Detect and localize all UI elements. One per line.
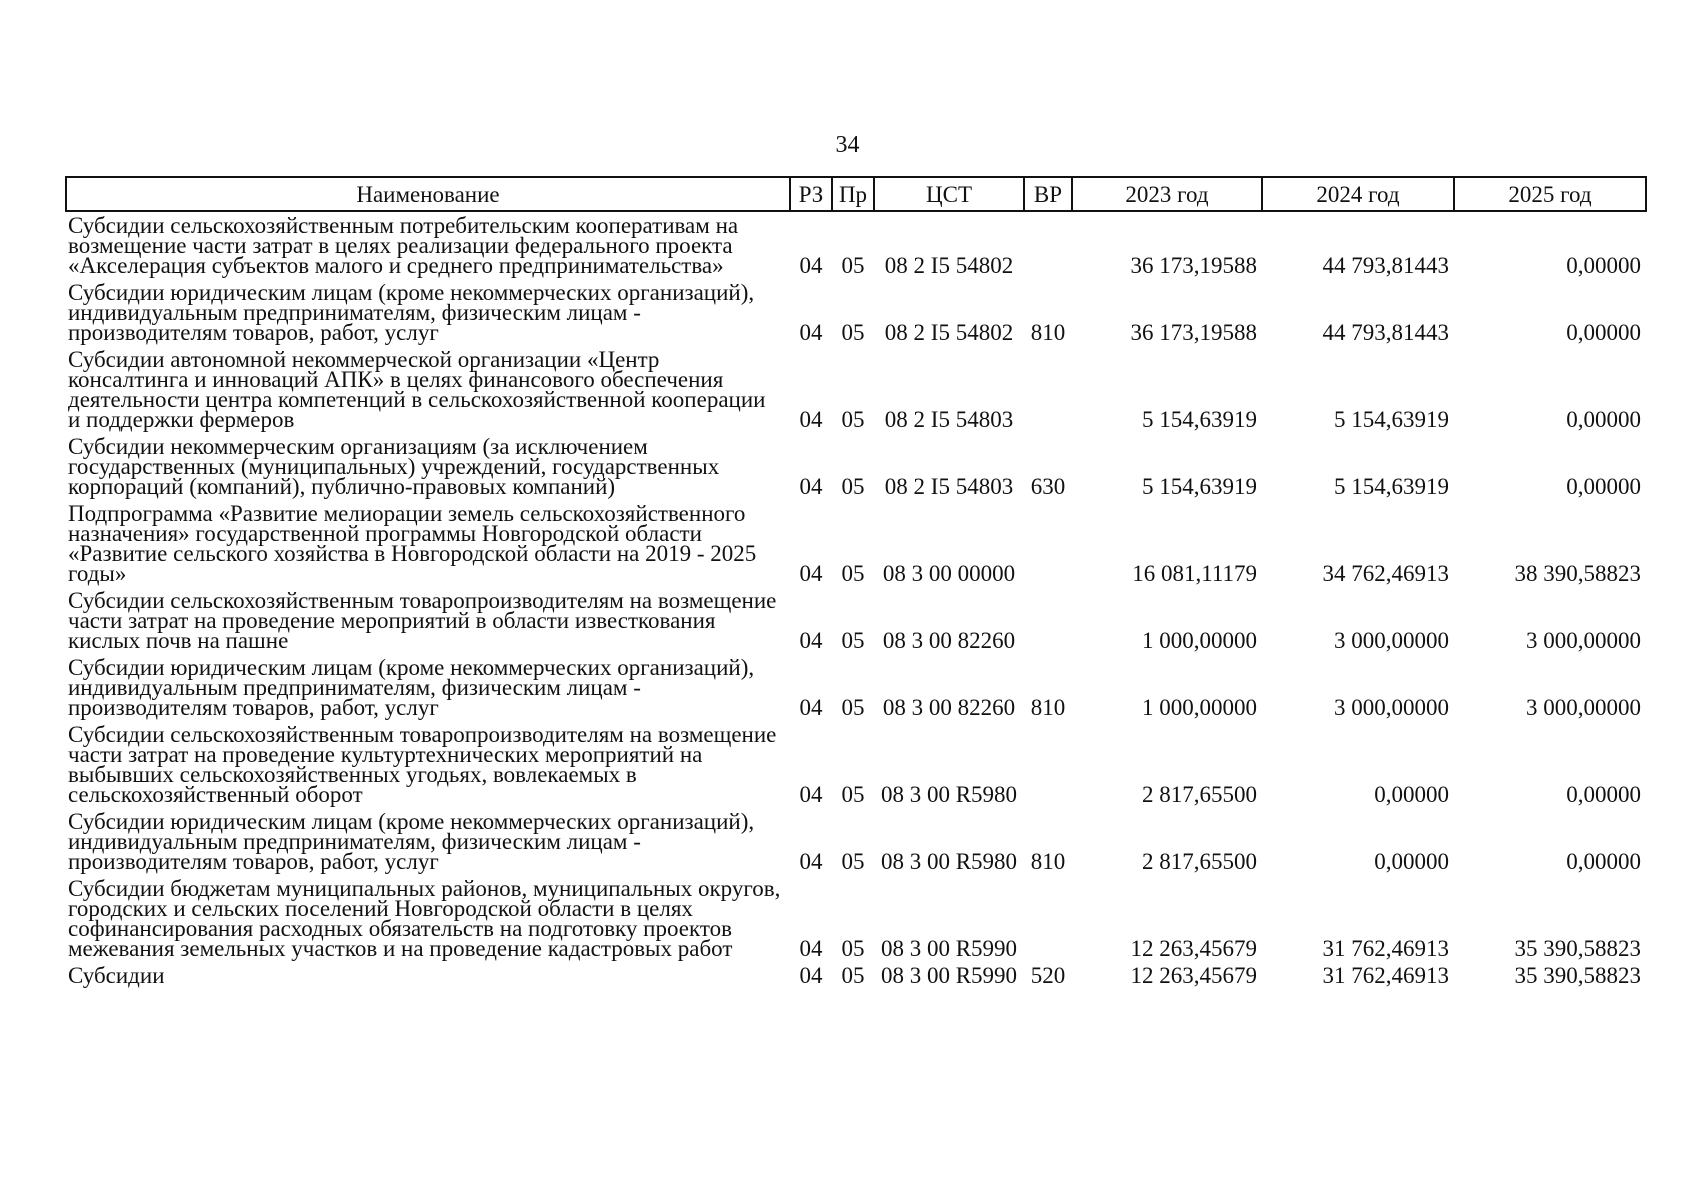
row-rz: 04: [799, 782, 823, 807]
row-2023: 2 817,65500: [1142, 849, 1257, 874]
row-2025: 0,00000: [1566, 253, 1641, 278]
table-row: [66, 654, 1646, 721]
row-2024: 0,00000: [1374, 782, 1449, 807]
row-vr: 520: [1030, 963, 1066, 988]
row-cst: 08 3 00 82260: [882, 628, 1016, 653]
row-name: Субсидии сельскохозяйственным товаропроизводителям на возмещение части затрат на проведение мероприятий в области известкования кислых почв на пашне: [68, 588, 777, 653]
row-2025: 0,00000: [1566, 782, 1641, 807]
row-2023: 36 173,19588: [1130, 320, 1257, 345]
table-row: [66, 433, 1646, 500]
row-2023: 1 000,00000: [1142, 695, 1257, 720]
budget-table: [65, 176, 1647, 989]
row-2023: 1 000,00000: [1142, 628, 1257, 653]
row-cst: 08 2 I5 54802: [884, 320, 1014, 345]
row-pr: 05: [841, 561, 865, 586]
row-cst: 08 2 I5 54802: [884, 253, 1014, 278]
row-vr: [1024, 875, 1072, 962]
row-rz: 04: [799, 849, 823, 874]
row-cst: 08 3 00 00000: [882, 561, 1016, 586]
table-row: [66, 279, 1646, 346]
row-vr: 810: [1030, 849, 1066, 874]
row-vr: [1024, 346, 1072, 433]
row-2024: 3 000,00000: [1334, 695, 1449, 720]
row-name: Субсидии сельскохозяйственным потребительским кооперативам на возмещение части затрат в целях реализации федерального проекта «Акселерация субъектов малого и среднего предпринимательства»: [68, 213, 739, 278]
row-2024: 0,00000: [1374, 849, 1449, 874]
row-cst: 08 3 00 R5980: [880, 849, 1018, 874]
header-pr: Пр: [832, 177, 874, 211]
row-2025: 0,00000: [1566, 407, 1641, 432]
row-rz: 04: [799, 320, 823, 345]
row-vr: [1024, 721, 1072, 808]
row-cst: 08 2 I5 54803: [884, 474, 1014, 499]
row-2023: 12 263,45679: [1130, 936, 1257, 961]
row-2023: 16 081,11179: [1132, 561, 1257, 586]
row-name: Субсидии юридическим лицам (кроме некоммерческих организаций), индивидуальным предпринимателям, физическим лицам - производителям товаров, работ, услуг: [68, 655, 755, 720]
row-2025: 3 000,00000: [1526, 628, 1641, 653]
row-cst: 08 3 00 R5990: [880, 936, 1018, 961]
row-name: Субсидии бюджетам муниципальных районов, муниципальных округов, городских и сельских поселений Новгородской области в целях софинансирования расходных обязательств на подготовку проектов межевания земельных участков и на проведение кадастровых работ: [68, 876, 781, 961]
row-rz: 04: [799, 936, 823, 961]
row-2024: 44 793,81443: [1322, 320, 1449, 345]
header-2023: 2023 год: [1072, 177, 1262, 211]
header-2025: 2025 год: [1454, 177, 1646, 211]
row-pr: 05: [841, 849, 865, 874]
row-vr: 630: [1030, 474, 1066, 499]
row-rz: 04: [799, 253, 823, 278]
row-name: Субсидии юридическим лицам (кроме некоммерческих организаций), индивидуальным предпринимателям, физическим лицам - производителям товаров, работ, услуг: [68, 280, 755, 345]
page-number: 34: [835, 132, 860, 158]
row-pr: 05: [841, 474, 865, 499]
row-rz: 04: [799, 628, 823, 653]
row-pr: 05: [841, 320, 865, 345]
row-vr: [1024, 587, 1072, 654]
row-2023: 36 173,19588: [1130, 253, 1257, 278]
row-2024: 5 154,63919: [1334, 474, 1449, 499]
header-cst: ЦСТ: [874, 177, 1024, 211]
table-row: [66, 962, 1646, 989]
row-2025: 0,00000: [1566, 474, 1641, 499]
row-2024: 31 762,46913: [1322, 936, 1449, 961]
row-vr: 810: [1030, 695, 1066, 720]
row-2023: 12 263,45679: [1130, 963, 1257, 988]
row-2023: 5 154,63919: [1142, 474, 1257, 499]
row-rz: 04: [799, 474, 823, 499]
table-row: [66, 211, 1646, 279]
row-pr: 05: [841, 407, 865, 432]
row-cst: 08 3 00 R5980: [880, 782, 1018, 807]
row-pr: 05: [841, 963, 865, 988]
row-2025: 35 390,58823: [1514, 936, 1641, 961]
table-row: [66, 500, 1646, 587]
row-name: Субсидии: [68, 963, 165, 988]
row-cst: 08 2 I5 54803: [884, 407, 1014, 432]
row-rz: 04: [799, 561, 823, 586]
row-vr: [1024, 211, 1072, 279]
row-2023: 2 817,65500: [1142, 782, 1257, 807]
row-2024: 44 793,81443: [1322, 253, 1449, 278]
row-pr: 05: [841, 695, 865, 720]
row-2025: 0,00000: [1566, 320, 1641, 345]
row-name: Субсидии юридическим лицам (кроме некоммерческих организаций), индивидуальным предпринимателям, физическим лицам - производителям товаров, работ, услуг: [68, 809, 755, 874]
row-2025: 38 390,58823: [1514, 561, 1641, 586]
table-row: [66, 808, 1646, 875]
row-name: Подпрограмма «Развитие мелиорации земель сельскохозяйственного назначения» государственной программы Новгородской области «Развитие сельского хозяйства в Новгородской области на 2019 - 2025 годы»: [68, 501, 757, 586]
header-name: Наименование: [66, 177, 790, 211]
header-2024: 2024 год: [1262, 177, 1454, 211]
row-rz: 04: [799, 963, 823, 988]
row-name: Субсидии сельскохозяйственным товаропроизводителям на возмещение части затрат на проведение культуртехнических мероприятий на выбывших сельскохозяйственных угодьях, вовлекаемых в сельскохозяйственный оборот: [68, 722, 777, 807]
row-2024: 3 000,00000: [1334, 628, 1449, 653]
table-row: [66, 587, 1646, 654]
row-2025: 0,00000: [1566, 849, 1641, 874]
row-vr: 810: [1030, 320, 1066, 345]
table-row: [66, 346, 1646, 433]
row-cst: 08 3 00 R5990: [880, 963, 1018, 988]
row-2023: 5 154,63919: [1142, 407, 1257, 432]
table-row: [66, 875, 1646, 962]
row-vr: [1024, 500, 1072, 587]
row-2025: 35 390,58823: [1514, 963, 1641, 988]
row-2025: 3 000,00000: [1526, 695, 1641, 720]
row-pr: 05: [841, 936, 865, 961]
row-2024: 31 762,46913: [1322, 963, 1449, 988]
table-row: [66, 721, 1646, 808]
row-rz: 04: [799, 695, 823, 720]
row-2024: 5 154,63919: [1334, 407, 1449, 432]
row-2024: 34 762,46913: [1322, 561, 1449, 586]
table-header-row: [66, 177, 1646, 211]
row-cst: 08 3 00 82260: [882, 695, 1016, 720]
row-pr: 05: [841, 253, 865, 278]
row-pr: 05: [841, 628, 865, 653]
row-pr: 05: [841, 782, 865, 807]
row-rz: 04: [799, 407, 823, 432]
header-vr: ВР: [1024, 177, 1072, 211]
row-name: Субсидии некоммерческим организациям (за исключением государственных (муниципальных) учреждений, государственных корпораций (компаний), публично-правовых компаний): [68, 434, 720, 499]
row-name: Субсидии автономной некоммерческой организации «Центр консалтинга и инноваций АПК» в целях финансового обеспечения деятельности центра компетенций в сельскохозяйственной кооперации и поддержки фермеров: [68, 347, 766, 432]
header-rz: РЗ: [790, 177, 832, 211]
